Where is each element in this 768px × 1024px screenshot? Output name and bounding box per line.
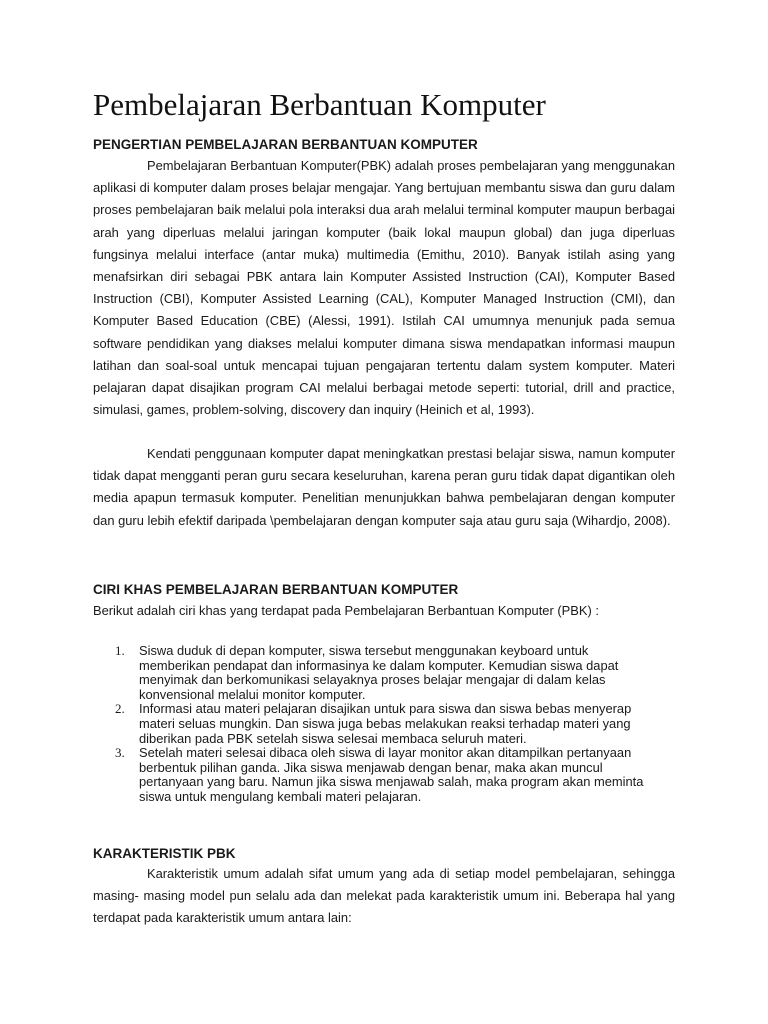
list-item-text: Informasi atau materi pelajaran disajikan untuk para siswa dan siswa bebas menyerap materi seluas mungkin. Dan siswa juga bebas melakukan reaksi terhadap materi yang diberikan pada PBK setelah siswa selesai membaca seluruh materi.	[139, 701, 632, 746]
section-heading-ciri-khas: CIRI KHAS PEMBELAJARAN BERBANTUAN KOMPUTER	[93, 582, 459, 597]
section-heading-karakteristik: KARAKTERISTIK PBK	[93, 846, 236, 861]
list-item-text: Siswa duduk di depan komputer, siswa tersebut menggunakan keyboard untuk memberikan pendapat dan informasinya ke dalam komputer. Kemudian siswa dapat menyimak dan berkomunikasi selayaknya proses belajar mengajar di dalam kelas konvensional melalui monitor komputer.	[139, 643, 619, 702]
section-heading-pengertian: PENGERTIAN PEMBELAJARAN BERBANTUAN KOMPUTER	[93, 137, 478, 152]
paragraph-pengertian-2: Kendati penggunaan komputer dapat meningkatkan prestasi belajar siswa, namun komputer tidak dapat mengganti peran guru secara keseluruhan, karena peran guru tidak dapat digantikan oleh media apapun termasuk komputer. Penelitian menunjukkan bahwa pembelajaran dengan komputer dan guru lebih efektif daripada \pembelajaran dengan komputer saja atau guru saja (Wihardjo, 2008).	[93, 446, 675, 528]
paragraph-pengertian-1: Pembelajaran Berbantuan Komputer(PBK) adalah proses pembelajaran yang menggunakan aplikasi di komputer dalam proses belajar mengajar. Yang bertujuan membantu siswa dan guru dalam proses pembelajaran baik melalui pola interaksi dua arah melalui terminal komputer maupun berbagai arah yang diperluas melalui jaringan komputer (baik lokal maupun global) dan juga diperluas fungsinya melalui interface (antar muka) multimedia (Emithu, 2010). Banyak istilah asing yang menafsirkan diri sebagai PBK antara lain Komputer Assisted Instruction (CAI), Komputer Based Instruction (CBI), Komputer Assisted Learning (CAL), Komputer Managed Instruction (CMI), dan Komputer Based Education (CBE) (Alessi, 1991). Istilah CAI umumnya menunjuk pada semua software pendidikan yang diakses melalui komputer dimana siswa mendapatkan informasi maupun latihan dan soal-soal untuk mencapai tujuan pengajaran tertentu dalam system komputer. Materi pelajaran dapat disajikan program CAI melalui berbagai metode seperti: tutorial, drill and practice, simulasi, games, problem-solving, discovery dan inquiry (Heinich et al, 1993).	[93, 158, 675, 418]
document-title: Pembelajaran Berbantuan Komputer	[93, 87, 546, 122]
list-item-text: Setelah materi selesai dibaca oleh siswa di layar monitor akan ditampilkan pertanyaan berbentuk pilihan ganda. Jika siswa menjawab dengan benar, maka akan muncul pertanyaan yang baru. Namun jika siswa menjawab salah, maka program akan meminta siswa untuk mengulang kembali materi pelajaran.	[139, 745, 644, 804]
paragraph-karakteristik-1: Karakteristik umum adalah sifat umum yang ada di setiap model pembelajaran, sehingga masing- masing model pun selalu ada dan melekat pada karakteristik umum ini. Beberapa hal yang terdapat pada karakteristik umum antara lain:	[93, 866, 675, 926]
list-item-number: 3.	[115, 745, 125, 761]
list-item	[115, 746, 675, 804]
ciri-khas-list	[115, 644, 675, 805]
list-item	[115, 644, 675, 702]
list-item-number: 2.	[115, 701, 125, 717]
list-item	[115, 702, 675, 746]
list-item-number: 1.	[115, 643, 125, 658]
paragraph-ciri-khas-intro: Berikut adalah ciri khas yang terdapat pada Pembelajaran Berbantuan Komputer (PBK) :	[93, 603, 599, 618]
